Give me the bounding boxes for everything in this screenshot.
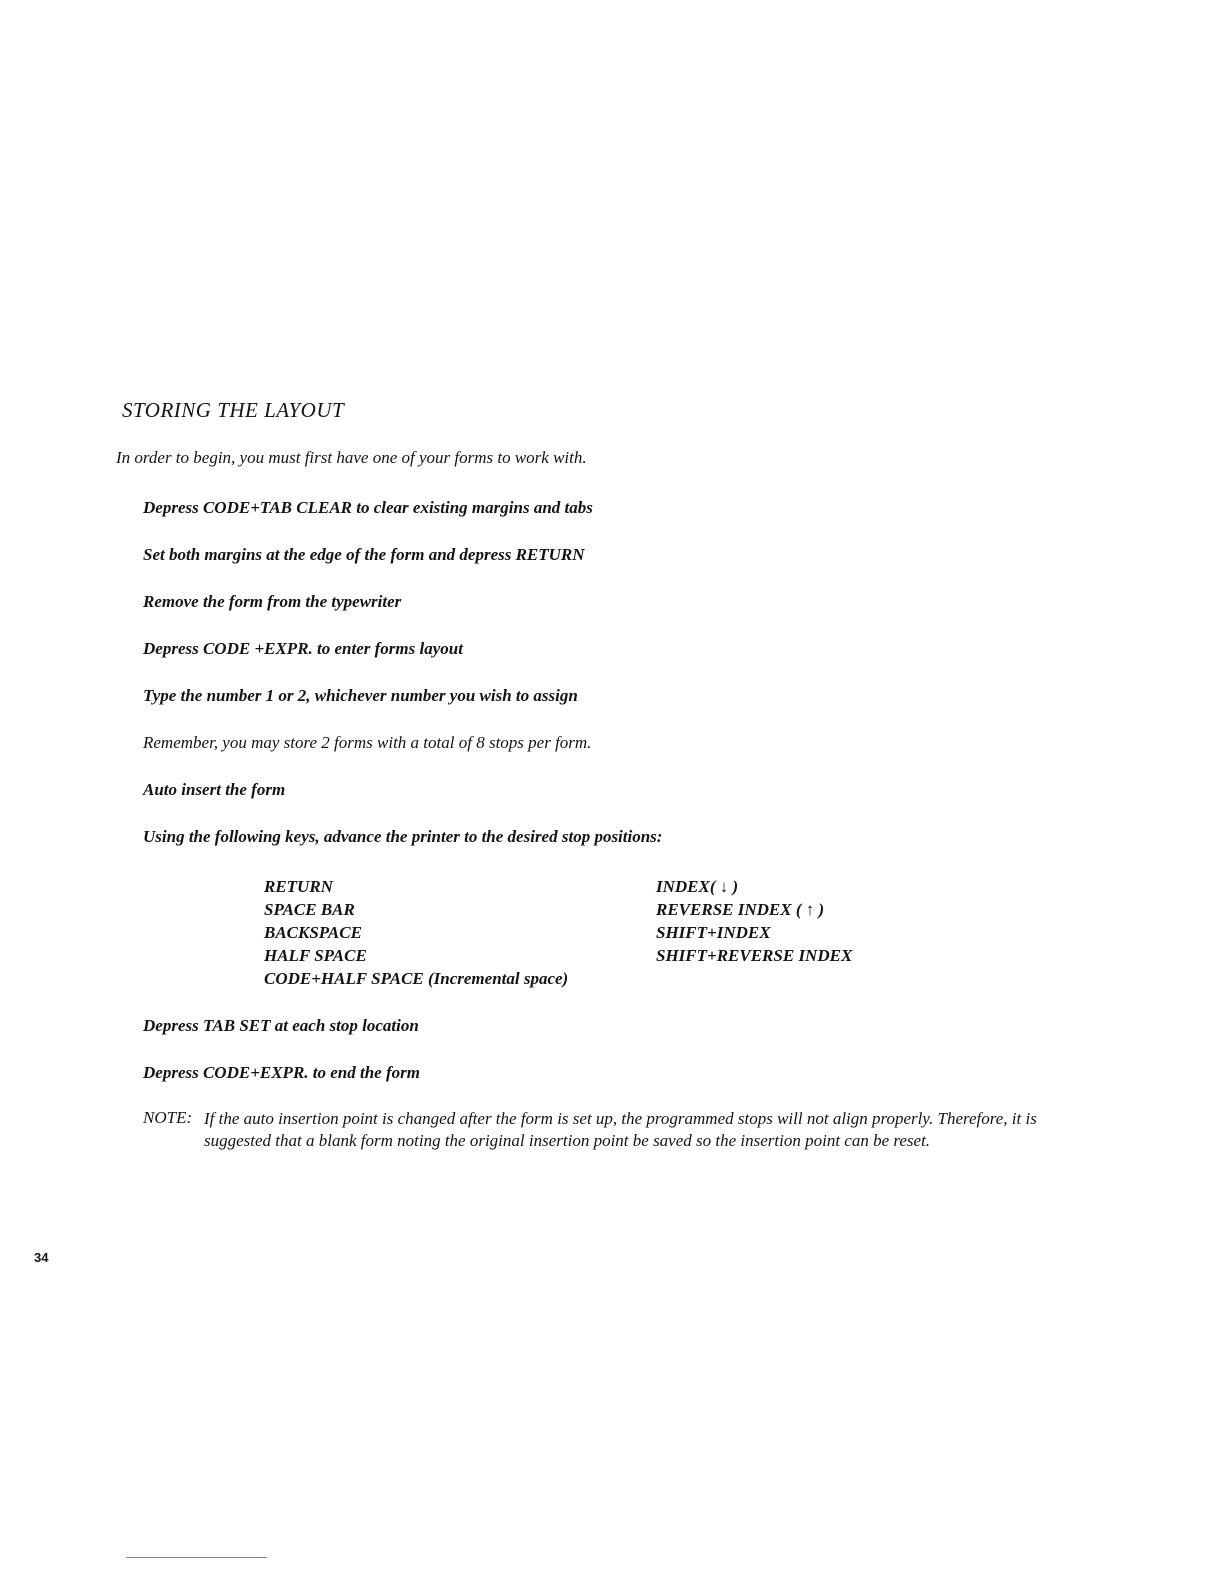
key-reverse-index: REVERSE INDEX ( ↑ ): [656, 900, 825, 919]
key-shift-index: SHIFT+INDEX: [656, 923, 771, 942]
key-list-left: [264, 875, 568, 990]
bottom-rule: [126, 1557, 267, 1558]
key-return: RETURN: [264, 877, 333, 896]
reminder-text: Remember, you may store 2 forms with a total of 8 stops per form.: [143, 733, 592, 752]
key-half-space: HALF SPACE: [264, 946, 367, 965]
key-list-right: [656, 875, 852, 967]
page-number: 34: [34, 1250, 49, 1265]
step-clear-tabs: Depress CODE+TAB CLEAR to clear existing margins and tabs: [143, 498, 593, 517]
step-using-keys: Using the following keys, advance the printer to the desired stop positions:: [143, 827, 663, 846]
step-remove-form: Remove the form from the typewriter: [143, 592, 402, 611]
key-backspace: BACKSPACE: [264, 923, 362, 942]
note-text: If the auto insertion point is changed after the form is set up, the programmed stops will not align properly. Therefore, it is suggested that a blank form noting the original insertion point be saved so the insertion point can be reset.: [204, 1109, 1037, 1150]
step-end-form: Depress CODE+EXPR. to end the form: [143, 1063, 420, 1082]
step-type-number: Type the number 1 or 2, whichever number you wish to assign: [143, 686, 578, 705]
step-auto-insert: Auto insert the form: [143, 780, 286, 799]
key-code-half-space: CODE+HALF SPACE (Incremental space): [264, 969, 569, 988]
intro-text: In order to begin, you must first have one of your forms to work with.: [116, 448, 587, 467]
step-tab-set: Depress TAB SET at each stop location: [143, 1016, 419, 1035]
note-label: NOTE:: [143, 1108, 193, 1127]
step-set-margins: Set both margins at the edge of the form and depress RETURN: [143, 545, 585, 564]
key-index: INDEX( ↓ ): [656, 877, 739, 896]
section-title: STORING THE LAYOUT: [122, 398, 345, 422]
step-enter-layout: Depress CODE +EXPR. to enter forms layout: [143, 639, 463, 658]
key-space-bar: SPACE BAR: [264, 900, 355, 919]
key-shift-reverse-index: SHIFT+REVERSE INDEX: [656, 946, 853, 965]
